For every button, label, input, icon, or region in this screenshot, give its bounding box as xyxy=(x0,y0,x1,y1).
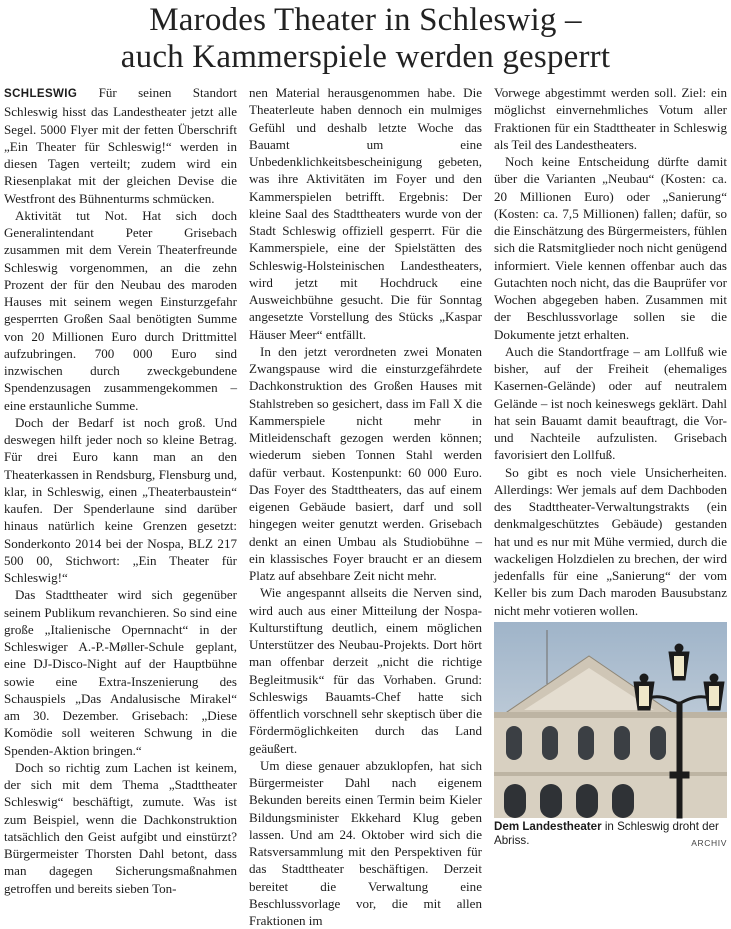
theater-photo xyxy=(494,622,727,818)
paragraph: Doch der Bedarf ist noch groß. Und deswegen hilft jeder noch so kleine Betrag. Für drei Euro kann man an den Theaterkassen in Rendsburg, Flensburg und, klar, in Schleswig, einen „Theaterbaustein“ kaufen. Der Spenderlaune sind darüber hinaus natürlich keine Grenzen gesetzt: Sonderkonto 2014 bei der Nospa, BLZ 217 500 00, Stichwort: „Ein Theater für Schleswig!“ xyxy=(4,414,237,585)
photo-credit: ARCHIV xyxy=(691,838,727,848)
paragraph: nen Material herausgenommen habe. Die Theaterleute haben dennoch ein mulmiges Gefühl und deshalb letzte Woche das Bauamt um eine Unbedenklichkeitsbescheinigung gebeten, was ihre Aktivitäten im Foyer und den Kammerspielen betrifft. Ergebnis: Der kleine Saal des Stadttheaters wurde von der Stadt Schleswig offiziell gesperrt. Für die Kammerspiele, eine der Spielstätten des Schleswig-Holsteinischen Landestheaters, wird jetzt mit Hochdruck eine Ausweichbühne gesucht. Die für Sonntag angesetzte Vorstellung des Stücks „Kaspar Häuser Meer“ entfällt. xyxy=(249,85,482,342)
headline-line-1: Marodes Theater in Schleswig – xyxy=(149,2,582,38)
paragraph: Das Stadttheater wird sich gegenüber seinem Publikum revanchieren. So sind eine große „Italienische Opernnacht“ in der Schleswiger A.-P.-Møller-Schule geplant, eine DJ-Disco-Night auf der Hauptbühne sowie eine Extra-Inszenierung des Schauspiels „Das Andalusische Mirakel“ am 30. Dezember. Grisebach: „Diese Komödie soll weiteren Schwung in die Spenden-Aktion bringen.“ xyxy=(4,587,237,758)
paragraph: Doch so richtig zum Lachen ist keinem, der sich mit dem Thema „Stadttheater Schleswig“ beschäftigt, zumute. Was ist zum Beispiel, wenn die Dachkonstruktion tatsächlich den Geist aufgibt und einstürzt? Bürgermeister Thorsten Dahl betont, dass man dagegen Sicherungsmaßnahmen getroffen und bereits sieben Ton- xyxy=(4,759,237,896)
theater-building-illustration xyxy=(494,622,727,818)
paragraph: So gibt es noch viele Unsicherheiten. Allerdings: Wer jemals auf dem Dachboden des Stadttheater-Verwaltungstrakts (ein denkmalgeschütztes Gebäude) gestanden hat und es nur mit Mühe vermied, durch die wackeligen Holzdielen zu brechen, der wird jedenfalls für eine „Sanierung“ der vom Keller bis zum Dach maroden Bausubstanz nicht mehr votieren wollen. xyxy=(494,464,727,619)
photo-caption: Dem Landestheater in Schleswig droht der Abriss. ARCHIV xyxy=(494,820,727,848)
article-column-2 xyxy=(249,84,482,929)
article-column-1 xyxy=(4,84,237,897)
article-column-3 xyxy=(494,84,727,636)
paragraph: Auch die Standortfrage – am Lollfuß wie bisher, auf der Freiheit (ehemaliges Kasernen-Gelände) oder auf neutralem Gelände – ist noch keineswegs geklärt. Dahl hat sein Bauamt damit beauftragt, die Vor- und Nachteile aufzulisten. Grisebach favorisiert den Lollfuß. xyxy=(494,343,727,463)
paragraph: SCHLESWIG Für seinen Standort Schleswig hisst das Landestheater jetzt alle Segel. 5000 Flyer mit der fetten Überschrift „Ein Theater für Schleswig!“ werden in diesen Tagen verteilt; zudem wird ein Riesenplakat mit der gleichen Devise die Westfront des Bühnenturms schmücken. xyxy=(4,85,237,206)
paragraph: Um diese genauer abzuklopfen, hat sich Bürgermeister Dahl nach eigenem Bekunden bereits einen Termin beim Kieler Bildungsminister Ekkehard Klug geben lassen. Und am 24. Oktober wird sich die Ratsversammlung mit den Perspektiven für das Stadttheater beschäftigen. Derzeit bereitet die Verwaltung eine Beschlussvorlage vor, die mit allen Fraktionen im xyxy=(249,757,482,928)
paragraph: Aktivität tut Not. Hat sich doch Generalintendant Peter Grisebach zusammen mit dem Verein Theaterfreunde Schleswig vorgenommen, an die zehn Prozent der für den Neubau des maroden Hauses mit seinem wegen Einsturzgefahr gesperrten Großen Saal benötigten Summe von 20 Millionen Euro durch Drittmittel aufzubringen. 700 000 Euro sind inzwischen durch zweckgebundene Spendenzusagen zusammengekommen – eine erstaunliche Summe. xyxy=(4,207,237,413)
paragraph: Wie angespannt allseits die Nerven sind, wird auch aus einer Mitteilung der Nospa-Kulturstiftung deutlich, einem möglichen Unterstützer des Neubau-Projekts. Dort hört man offenbar derzeit „nicht die richtige Begleitmusik“ für das Vorhaben. Grund: Schleswigs Bauamts-Chef hatte sich öffentlich vorschnell sehr skeptisch über die Fördermöglichkeiten durch das Land geäußert. xyxy=(249,585,482,756)
paragraph: In den jetzt verordneten zwei Monaten Zwangspause wird die einsturzgefährdete Dachkonstruktion des Großen Hauses mit Stahlstreben so gesichert, dass im Fall X die Kammerspiele nicht mehr in Mitleidenschaft gezogen werden können; wiederum sieben Tonnen Stahl werden dafür verbaut. Kostenpunkt: 60 000 Euro. Das Foyer des Stadttheaters, das auf einem eigenen Gebäude basiert, darf und soll hingegen weiter genutzt werden. Grisebach denkt an einen Umbau als Studiobühne – ein klassisches Foyer braucht er an diesem Platz auf absehbare Zeit nicht mehr. xyxy=(249,343,482,583)
headline-line-2: auch Kammerspiele werden gesperrt xyxy=(120,39,611,75)
dateline: SCHLESWIG xyxy=(4,88,78,100)
paragraph: Noch keine Entscheidung dürfte damit über die Varianten „Neubau“ (Kosten: ca. 20 Millionen Euro) oder „Sanierung“ (Kosten: ca. 7,5 Millionen) fallen; dafür, so die Einschätzung des Bürgermeisters, fühlen sich die Ratsmitglieder noch nicht genügend informiert. Viele kennen offenbar auch das Gutachten noch nicht, das die Bauprüfer vor Wochen abgegeben haben. Zusammen mit der Beschlussvorlage sollen sie die Dokumente jetzt erhalten. xyxy=(494,154,727,342)
headline xyxy=(0,2,731,76)
paragraph: Vorwege abgestimmt werden soll. Ziel: ein möglichst einvernehmliches Votum aller Fraktionen für ein Stadttheater in Schleswig als Teil des Landestheaters. xyxy=(494,85,727,152)
